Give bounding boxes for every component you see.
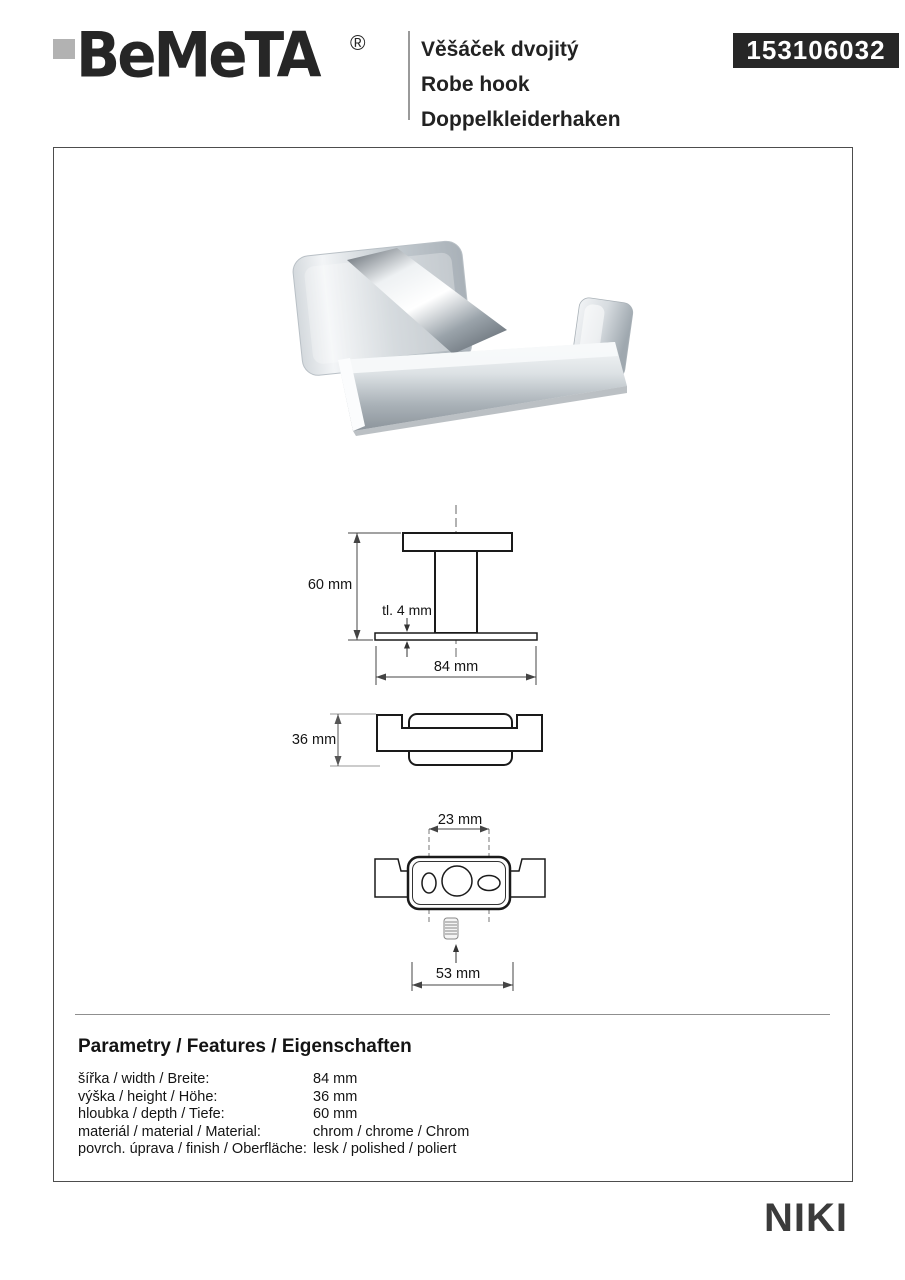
product-title-de: Doppelkleiderhaken xyxy=(421,108,621,131)
parameter-value: lesk / polished / poliert xyxy=(313,1141,457,1158)
dim-label-thickness: tl. 4 mm xyxy=(382,602,432,618)
product-title-cs: Věšáček dvojitý xyxy=(421,38,579,61)
parameter-label: materiál / material / Material: xyxy=(78,1123,261,1140)
parameter-row xyxy=(78,1124,598,1142)
brand-logo-square xyxy=(53,39,75,59)
parameter-row xyxy=(78,1141,598,1159)
parameter-row xyxy=(78,1071,598,1089)
parameter-row xyxy=(78,1106,598,1124)
parameters-title: Parametry / Features / Eigenschaften xyxy=(78,1036,412,1057)
dim-label-hole-spacing: 23 mm xyxy=(437,812,483,828)
header-divider xyxy=(408,31,410,120)
product-title-en: Robe hook xyxy=(421,73,530,96)
parameter-label: povrch. úprava / finish / Oberfläche: xyxy=(78,1141,307,1158)
dim-label-height: 60 mm xyxy=(307,577,353,593)
parameters-table xyxy=(78,1071,598,1159)
section-separator xyxy=(75,1014,830,1015)
product-photo xyxy=(275,200,685,455)
brand-logo: BeMeTA xyxy=(76,18,319,92)
dim-label-depth: 36 mm xyxy=(291,732,337,748)
parameter-label: hloubka / depth / Tiefe: xyxy=(78,1106,225,1123)
product-code-badge: 153106032 xyxy=(733,33,899,68)
registered-trademark-icon: ® xyxy=(350,32,366,55)
parameter-label: výška / height / Höhe: xyxy=(78,1088,218,1105)
parameter-row xyxy=(78,1089,598,1107)
parameter-value: chrom / chrome / Chrom xyxy=(313,1123,470,1140)
parameter-value: 60 mm xyxy=(313,1106,358,1123)
dim-label-plate-width: 53 mm xyxy=(435,966,481,982)
parameter-value: 36 mm xyxy=(313,1088,358,1105)
product-titles xyxy=(421,32,621,137)
parameter-label: šířka / width / Breite: xyxy=(78,1071,210,1087)
dim-label-width: 84 mm xyxy=(433,659,479,675)
series-name: NIKI xyxy=(764,1196,848,1240)
parameter-value: 84 mm xyxy=(313,1071,358,1087)
